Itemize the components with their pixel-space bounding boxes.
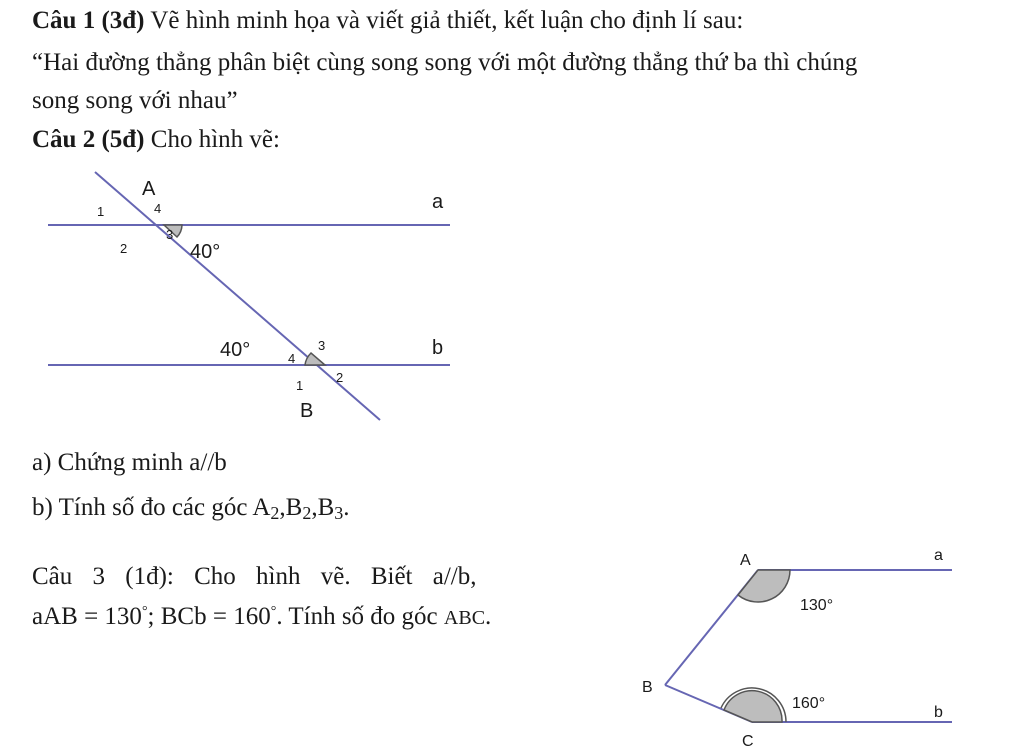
q2-part-b-A-sub: 2 <box>270 503 280 523</box>
label-A: A <box>142 178 156 200</box>
q1-text-3: song song với nhau” <box>32 87 238 114</box>
angle-mark-B4 <box>305 353 325 365</box>
label-B-q3: B <box>642 679 653 696</box>
q3-l2-text: . Tính số đo góc <box>276 603 444 630</box>
label-160: 160° <box>792 695 826 712</box>
label-angle-top: 40° <box>190 241 221 263</box>
label-A1: 1 <box>97 204 105 219</box>
label-a-q3: a <box>934 547 943 564</box>
q1-text-1: Vẽ hình minh họa và viết giả thiết, kết luận cho định lí sau: <box>150 7 744 34</box>
q2-part-a: a) Chứng minh a//b <box>32 449 227 476</box>
q3-line-2 <box>32 602 491 636</box>
label-A3: 3 <box>166 227 174 242</box>
q2-part-b-B: B <box>285 494 303 521</box>
label-B4: 4 <box>288 351 296 366</box>
q2-part-b-B3-sub: 3 <box>334 503 344 523</box>
q2-part-b-B-sub: 2 <box>302 503 312 523</box>
q2-part-b-B3: B <box>317 494 335 521</box>
label-A2: 2 <box>120 241 128 256</box>
q2-part-b-comma-1: , <box>279 494 286 521</box>
label-A-q3: A <box>740 552 751 569</box>
label-B1: 1 <box>296 378 304 393</box>
q2-part-b <box>32 493 350 524</box>
q3-figure <box>640 540 960 750</box>
label-b-q3: b <box>934 704 943 721</box>
q3-line-1: Câu 3 (1đ): Cho hình vẽ. Biết a//b, <box>32 563 477 590</box>
label-B2: 2 <box>336 370 344 385</box>
q1-line-1 <box>32 6 743 36</box>
q2-part-b-comma-2: , <box>311 494 318 521</box>
angle-mark-130 <box>738 570 790 602</box>
q2-part-b-end: . <box>343 494 350 521</box>
q2-figure <box>0 165 460 435</box>
label-B3: 3 <box>318 338 326 353</box>
q1-heading: Câu 1 (3đ) <box>32 7 145 34</box>
label-130: 130° <box>800 597 834 614</box>
q2-part-b-prefix: b) Tính số đo các góc <box>32 494 253 521</box>
label-C-q3: C <box>742 733 754 750</box>
q3-l2-deg-1: ° <box>141 604 148 619</box>
q2-part-b-A: A <box>252 494 271 521</box>
q3-l2-mid: ; BCb = 160 <box>147 603 271 630</box>
q3-l2-deg-2: ° <box>270 604 277 619</box>
q2-line <box>32 125 280 155</box>
label-angle-bottom: 40° <box>220 339 251 361</box>
label-B: B <box>300 400 314 422</box>
q3-l2-a: aAB = 130 <box>32 603 142 630</box>
label-a: a <box>432 191 444 213</box>
q3-l2-abc: ABC <box>443 607 486 629</box>
q1-text-2: “Hai đường thẳng phân biệt cùng song song với một đường thẳng thứ ba thì chúng <box>32 49 858 76</box>
label-b: b <box>432 337 444 359</box>
label-A4: 4 <box>154 201 162 216</box>
q3-l2-end: . <box>485 603 492 630</box>
q2-text: Cho hình vẽ: <box>150 126 280 153</box>
q2-heading: Câu 2 (5đ) <box>32 126 145 153</box>
